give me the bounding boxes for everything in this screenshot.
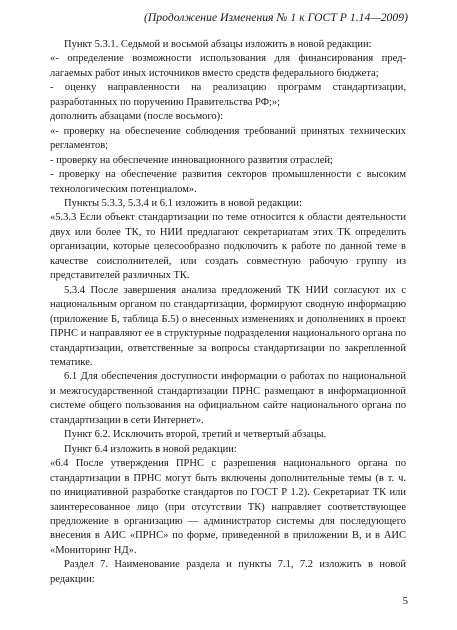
paragraph: Пункт 5.3.1. Седьмой и восьмой абзацы изложить в новой редакции: [64,39,372,50]
paragraph: «6.4 После утверждения ПРНС с разрешения национального органа по стандартизации в ПРНС могут быть включены дополнительные темы (в т. ч. по инициативной разработке стандартов по ГОСТ Р 1.2). Секретариат ТК или заинтересованное лицо (при отсутствии ТК) направляет соответствующее предложение в организацию — администратор системы для последующего внесения в АИС «ПРНС» по форме, приведенной в приложении В, и в АИС «Мониторинг НД». [50,458,406,556]
running-header: (Продолжение Изменения № 1 к ГОСТ Р 1.14—2009) [143,11,408,24]
paragraph: дополнить абзацами (после восьмого): [50,111,224,123]
paragraph: «- определение возможности использования для финансирования предлагаемых работ иных источников вместо средств федерального бюджета; [50,53,406,79]
page-number: 5 [402,596,408,607]
paragraph: - оценку направленности на реализацию программ стандартизации, разработанных по поручению Правительства РФ;»; [50,82,406,108]
paragraph: 5.3.4 После завершения анализа предложений ТК НИИ согласуют их с национальным органом по стандартизации, формируют сводную информацию (приложение Б, таблица Б.5) о внесенных изменениях и дополнениях в проект ПРНС и направляют ее в структурные подразделения национального органа по стандартизации, ответственные за вопросы стандартизации по закрепленной тематике. [50,284,406,368]
document-body [50,38,406,587]
paragraph: Пункты 5.3.3, 5.3.4 и 6.1 изложить в новой редакции: [64,197,302,209]
paragraph: Пункт 6.4 изложить в новой редакции: [64,443,237,455]
paragraph: Раздел 7. Наименование раздела и пункты 7.1, 7.2 изложить в новой редакции: [50,559,406,585]
paragraph: «- проверку на обеспечение соблюдения требований принятых технических регламентов; [50,125,406,152]
paragraph: Пункт 6.2. Исключить второй, третий и четвертый абзацы. [64,429,327,441]
paragraph: - проверку на обеспечение развития секторов промышленности с высоким технологическим потенциалом». [50,169,406,195]
paragraph: 6.1 Для обеспечения доступности информации о работах по национальной и межгосударственной стандартизации ПРНС размещают в информационной системе общего пользования на официальном сайте национального органа по стандартизации в сети Интернет». [50,371,406,426]
paragraph: - проверку на обеспечение инновационного развития отраслей; [50,154,333,166]
paragraph: «5.3.3 Если объект стандартизации по теме относится к области деятельности двух или более ТК, то НИИ предлагают секретариатам этих ТК определить организации, которые целесообразно подключить к работе по данной теме в качестве соисполнителей, или создать совместную рабочую группу из представителей различных ТК. [50,212,406,282]
